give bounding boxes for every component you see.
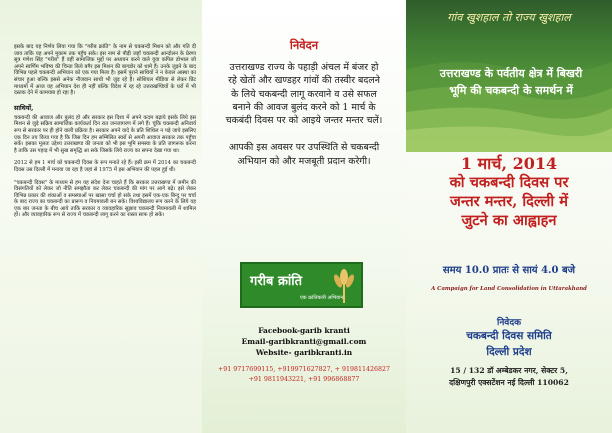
garib-kranti-logo — [240, 262, 363, 308]
organizer-label: निवेदक — [496, 318, 522, 328]
banner-heading-2: भूमि की चकबन्दी के समर्थन में — [449, 84, 573, 97]
body-paragraph: चकबन्दी की आवाज और बुलंद हो और सरकार इस दिशा में अपने कदम बढ़ाये इसके लिये इस मिशन से जुड़े सक्रिय सामाजिक कार्यकर्ता दिन रात जनजागरण में लगे हैं। चूंकि चकबन्दी अनिवार्य रूप से सरकार पर ही होने वाली प्रक्रिया है। सरकार अपने वादे के प्रति शिथिल न पड़े जाये इसलिए एक दिन तय किया गया है कि जिस दिन हम सम्मिलित स्वरों से अपनी आवाज सरकार तक पहुँचा सकें। इसका मूलतः उद्देश्य उत्तराखण्ड की जनता को भी इस भूमि समस्या के प्रति जागरूक करना है ताकि उस पहाड़ में भी सुख समृद्धि आ सके जिसके लिये राज्य का सपना देखा गया था। — [14, 114, 196, 154]
banner-tagline: गांव खुशहाल तो राज्य खुशहाल — [447, 11, 571, 24]
logo-name: गरीब क्रांति — [250, 274, 303, 289]
committee-name: चकबन्दी दिवस समिति — [466, 330, 552, 342]
phone-numbers-2: +91 9811943221, +91 996868877 — [248, 376, 360, 383]
left-panel — [0, 0, 202, 433]
event-line-2: को चकबन्दी दिवस पर — [449, 174, 569, 191]
appeal-paragraph-2: आपकी इस अवसर पर उपस्थिति से चकबन्दी अभियान को और मजबूती प्रदान करेगी। — [228, 142, 380, 167]
address-line-1: 15 / 132 डॉ अम्बेडकर नगर, सेक्टर 5, — [450, 366, 568, 375]
appeal-paragraph: उत्तराखण्ड राज्य के पहाड़ी अंचल में बंजर हो रहे खेतों और खण्डहर गांवों की तस्वीर बदलने के लिये चकबन्दी लागू करवाने व उसे सफल बनाने की आवज बुलंद करने को 1 मार्च के चकबंदी दिवस पर को आइये जन्तर मन्तर चलें। — [225, 62, 383, 127]
body-paragraph: "चकबन्दी दिवस" के माध्यम से हम यह संदेश देना चाहते हैं कि सरकार उत्तराखण्ड में जमीन की विसंगतियों को लेकर जो नीति समझौता कर लेकर चकबन्दी की मांग पर आगे बढ़े। इसे लेकर विभिन्न प्रकार की शंकाओं व समस्याओं पर खासा चर्चा हो सके तथा इसमें एक-एक बिन्दु पर चर्चा के बाद राज्य का चकबन्दी का प्रारूप व नियमावली बन सके। विश्वविद्यालय रूप करने के लिये यह एक बार जनता के बीच आये ताकि सरकार व व्यावहारिक सुझाव चकबन्दी नियमावली में शामिल हों। और व्यावहारिक रूप से राज्य में चकबन्दी लागू करने का रास्ता साफ हो सके। — [14, 179, 196, 219]
campaign-caption: A Campaign for Land Consolidation in Uttarakhand — [431, 286, 587, 292]
terrace-field-banner — [406, 0, 612, 152]
event-heading — [406, 152, 612, 230]
phone-numbers: +91 9717699115, +919971627827, + 919811426827 — [217, 366, 391, 373]
event-timing: समय 10.0 प्रातः से सायं 4.0 बजे — [442, 265, 576, 276]
wheat-sheaf-icon — [333, 269, 355, 303]
section-heading: साथियों, — [14, 103, 34, 112]
intro-paragraph: इसके बाद यह निर्णय लिया गया कि "गरीब क्रांति" के नाम से चकबन्दी मिशन को और गति दी जाय ताकि यह अपने मुकाम तक पहुँच सके। इस नाम से पौड़ी जहाँ चकबन्दी आन्दोलन के प्रेरणा सूत्र गणेश सिंह "गरीब" हैं वहीं सामाजिक मुद्दों पर अध्ययन करने वाले युवा कपिल डोभाल जो अपने स्वर्णिम भविष्य की चिन्ता किये बगैर इस मिशन की बागडोर को थामे हैं। उनके जुड़ने के बाद विभिन्न पहले चकबन्दी अभियान को एक गया मिला है। इसमें पुराने साथियों ने न केवल आस्था का संचार हुआ बल्कि इससे अनेक नौजवान साथी भी जुड़ रहे हैं। सोशियल मीडिया से लेकर प्रिंट माध्यमों में आज यह अभियान देश ही नहीं बल्कि विदेश में रह रहे उत्तराखण्डियों के घरों में भी दस्तक देने में कामयाब हो रहा है। — [14, 44, 196, 97]
middle-panel — [202, 0, 406, 433]
event-line-3: जन्तर मन्तर, दिल्ली में — [450, 193, 568, 210]
email-contact: Email-garibkranti@gmail.com — [241, 337, 367, 346]
facebook-contact: Facebook-garib kranti — [258, 326, 350, 335]
body-paragraph: 2012 से हम 1 मार्च को चकबन्दी दिवस के रूप मनाते रहे हैं। इसी क्रम में 2014 का चकबन्दी दिवस उस दिल्ली में मनाया जा रहा है जहां से 1975 में इस अभियान की पहल हुई थी। — [14, 160, 196, 173]
appeal-title: निवेदन — [289, 38, 319, 52]
banner-heading-1: उत्तराखण्ड के पर्वतीय क्षेत्र में बिखरी — [439, 67, 583, 80]
logo-tagline: एक क्रांतिकारी अभियान — [300, 295, 344, 301]
event-line-4: जुटने का आह्वाहन — [461, 212, 557, 229]
committee-state: दिल्ली प्रदेश — [486, 346, 532, 358]
website-contact: Website- garibkranti.in — [255, 348, 353, 357]
address-line-2: दक्षिणपुरी एक्सटेंशन नई दिल्ली 110062 — [449, 378, 569, 387]
event-date: 1 मार्च, 2014 — [460, 154, 558, 173]
right-panel — [406, 0, 612, 433]
